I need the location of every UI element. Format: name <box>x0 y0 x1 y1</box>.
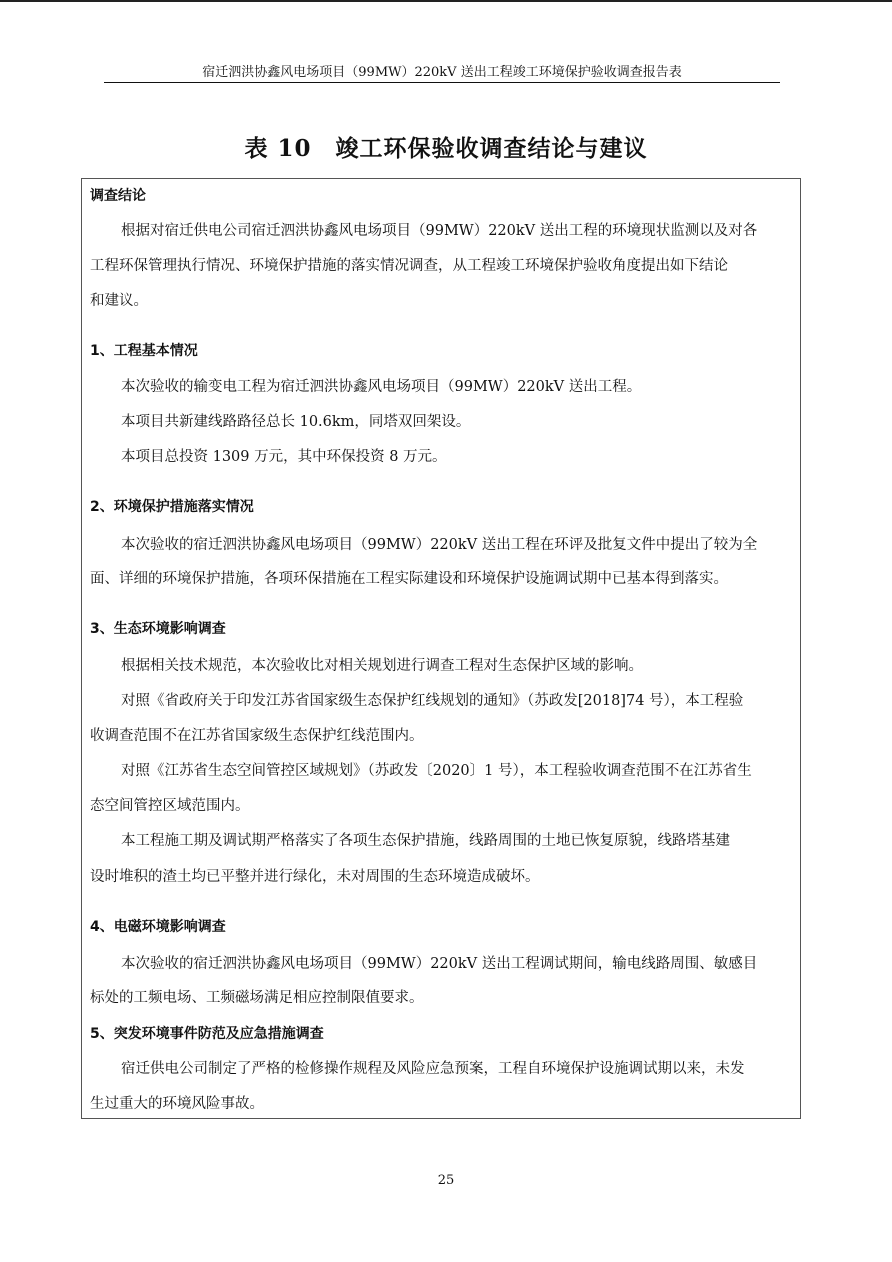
intro-line-3: 和建议。 <box>90 293 148 309</box>
intro-line-1: 根据对宿迁供电公司宿迁泗洪协鑫风电场项目（99MW）220kV 送出工程的环境现状监测以及对各 <box>121 223 758 239</box>
section-3-para-2-line-2: 收调查范围不在江苏省国家级生态保护红线范围内。 <box>90 728 424 744</box>
section-5-heading: 5、突发环境事件防范及应急措施调查 <box>90 1026 324 1042</box>
section-3-para-2-line-1: 对照《省政府关于印发江苏省国家级生态保护红线规划的通知》（苏政发[2018]74 号），本工程验 <box>121 693 744 709</box>
running-header: 宿迁泗洪协鑫风电场项目（99MW）220kV 送出工程竣工环境保护验收调查报告表 <box>202 65 682 80</box>
section-3-heading: 3、生态环境影响调查 <box>90 621 226 637</box>
section-1-heading: 1、工程基本情况 <box>90 343 198 359</box>
section-1-para-2: 本项目共新建线路路径总长 10.6km，同塔双回架设。 <box>121 414 471 430</box>
section-1-para-3: 本项目总投资 1309 万元，其中环保投资 8 万元。 <box>121 449 447 465</box>
section-4-line-1: 本次验收的宿迁泗洪协鑫风电场项目（99MW）220kV 送出工程调试期间，输电线路周围、敏感目 <box>121 956 758 972</box>
page-number: 25 <box>437 1173 455 1188</box>
content-table-border <box>81 178 801 1119</box>
section-3-para-4-line-2: 设时堆积的渣土均已平整并进行绿化，未对周围的生态环境造成破坏。 <box>90 869 540 885</box>
intro-line-2: 工程环保管理执行情况、环境保护措施的落实情况调查，从工程竣工环境保护验收角度提出如下结论 <box>90 258 728 274</box>
section-1-para-1: 本次验收的输变电工程为宿迁泗洪协鑫风电场项目（99MW）220kV 送出工程。 <box>121 379 642 395</box>
conclusion-heading: 调查结论 <box>90 188 146 204</box>
page-title: 表 10 竣工环保验收调查结论与建议 <box>244 135 648 162</box>
section-3-para-3-line-1: 对照《江苏省生态空间管控区域规划》（苏政发〔2020〕1 号），本工程验收调查范围不在江苏省生 <box>121 763 752 779</box>
section-3-para-4-line-1: 本工程施工期及调试期严格落实了各项生态保护措施，线路周围的土地已恢复原貌，线路塔基建 <box>121 833 730 849</box>
section-5-line-1: 宿迁供电公司制定了严格的检修操作规程及风险应急预案，工程自环境保护设施调试期以来，未发 <box>121 1061 745 1077</box>
section-4-heading: 4、电磁环境影响调查 <box>90 919 226 935</box>
top-border-line <box>0 0 892 2</box>
section-5-line-2: 生过重大的环境风险事故。 <box>90 1096 264 1112</box>
section-2-line-2: 面、详细的环境保护措施，各项环保措施在工程实际建设和环境保护设施调试期中已基本得到落实。 <box>90 571 728 587</box>
section-3-para-1: 根据相关技术规范，本次验收比对相关规划进行调查工程对生态保护区域的影响。 <box>121 658 643 674</box>
section-2-heading: 2、环境保护措施落实情况 <box>90 499 254 515</box>
section-4-line-2: 标处的工频电场、工频磁场满足相应控制限值要求。 <box>90 990 424 1006</box>
section-2-line-1: 本次验收的宿迁泗洪协鑫风电场项目（99MW）220kV 送出工程在环评及批复文件中提出了较为全 <box>121 537 758 553</box>
section-3-para-3-line-2: 态空间管控区域范围内。 <box>90 798 250 814</box>
header-rule <box>104 82 780 83</box>
